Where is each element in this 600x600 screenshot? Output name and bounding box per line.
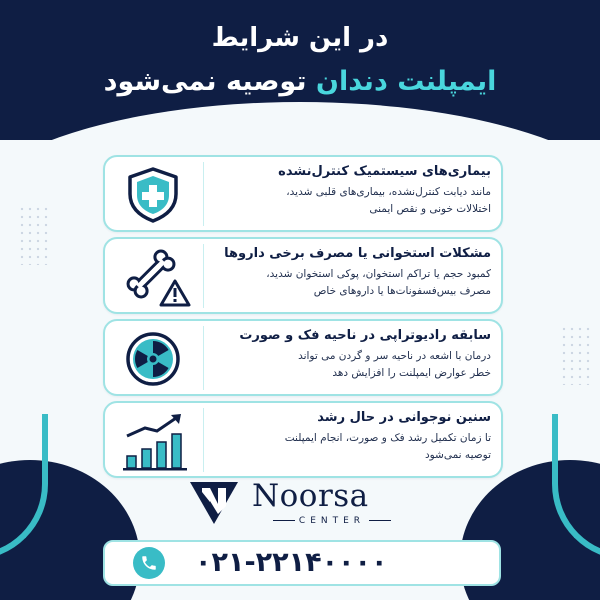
card-description [211,266,491,300]
brand-subtitle-text: CENTER [298,516,366,526]
title-rest: توصیه نمی‌شود [103,66,307,97]
phone-icon-circle [133,547,165,579]
card-icon-box [113,244,204,308]
title-highlight: ایمپلنت دندان [315,66,497,97]
brand-name: Noorsa [252,478,369,514]
noorsa-logo-mark-icon [188,480,240,526]
condition-card-radiotherapy [103,319,503,396]
shield-medical-cross-icon [123,166,183,224]
card-description [211,430,491,464]
card-text [211,163,491,218]
card-text [211,327,491,382]
dot-pattern-left [18,205,48,265]
card-title: مشکلات استخوانی یا مصرف برخی داروها [224,246,491,261]
card-text [211,409,491,464]
phone-number-box[interactable] [103,540,501,586]
card-title: بیماری‌های سیستمیک کنترل‌نشده [278,164,491,179]
card-title: سابقه رادیوتراپی در ناحیه فک و صورت [239,328,491,343]
title-line-2 [0,62,600,102]
condition-card-adolescence [103,401,503,478]
card-icon-box [113,326,204,390]
condition-card-bone [103,237,503,314]
brand-logo [180,478,420,530]
dot-pattern-right [560,325,590,385]
growth-chart-icon [123,412,193,472]
card-desc-line: خطر عوارض ایمپلنت را افزایش دهد [332,367,491,379]
card-text [211,245,491,300]
condition-card-systemic [103,155,503,232]
card-desc-line: درمان با اشعه در ناحیه سر و گردن می تواند [298,350,491,362]
card-desc-line: توصیه نمی‌شود [424,449,491,461]
bone-warning-icon [123,248,193,308]
phone-number: ۰۲۱-۲۲۱۴۰۰۰۰ [195,547,388,578]
card-icon-box [113,162,204,226]
card-icon-box [113,408,204,472]
card-desc-line: مصرف بیس‌فسفونات‌ها یا داروهای خاص [313,285,491,297]
card-title: سنین نوجوانی در حال رشد [317,410,491,425]
card-description [211,348,491,382]
poster-title [0,18,600,102]
card-desc-line: تا زمان تکمیل رشد فک و صورت، انجام ایمپلنت [284,432,491,444]
radiation-icon [123,330,183,388]
card-desc-line: اختلالات خونی و نقص ایمنی [369,203,491,215]
phone-icon [140,554,158,572]
card-description [211,184,491,218]
card-desc-line: مانند دیابت کنترل‌نشده، بیماری‌های قلبی شدید، [286,186,491,198]
title-line-1: در این شرایط [211,23,389,53]
brand-subtitle [252,516,412,526]
card-desc-line: کمبود حجم یا تراکم استخوان، پوکی استخوان شدید، [266,268,491,280]
